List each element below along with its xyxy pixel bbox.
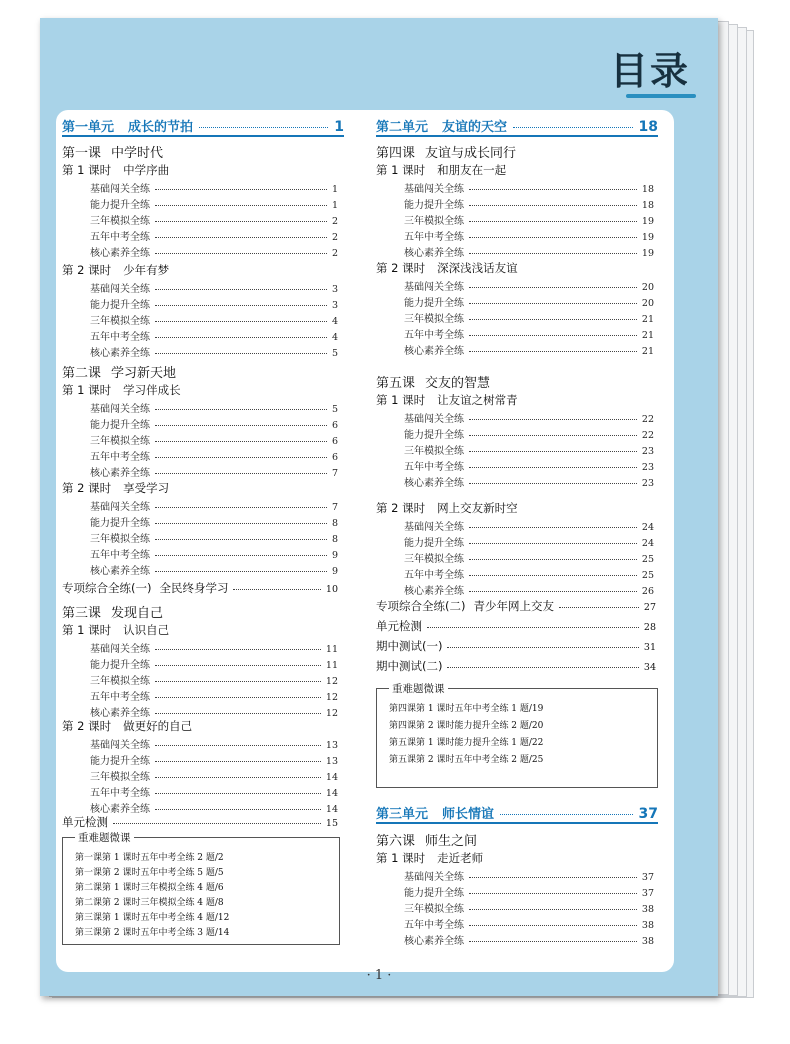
exercise-page: 3 bbox=[331, 284, 338, 295]
exercise-title: 核心素养全练 bbox=[90, 248, 150, 259]
exercise-page: 37 bbox=[641, 872, 654, 883]
lesson-3[interactable]: 第三课 发现自己 bbox=[62, 606, 164, 621]
page-number: · 1 · bbox=[366, 968, 392, 983]
exercise-title: 能力提升全练 bbox=[404, 430, 464, 441]
exercise-entry[interactable] bbox=[90, 312, 338, 327]
unit-underline bbox=[376, 822, 658, 824]
exercise-page: 24 bbox=[641, 538, 654, 549]
exercise-title: 核心素养全练 bbox=[404, 248, 464, 259]
exercise-title: 核心素养全练 bbox=[90, 708, 150, 719]
exercise-title: 三年模拟全练 bbox=[404, 314, 464, 325]
exercise-title: 基础闯关全练 bbox=[404, 282, 464, 293]
exercise-title: 核心素养全练 bbox=[404, 586, 464, 597]
exercise-title: 能力提升全练 bbox=[90, 518, 150, 529]
exercise-title: 能力提升全练 bbox=[90, 300, 150, 311]
exercise-page: 22 bbox=[641, 414, 654, 425]
exercise-entry[interactable] bbox=[90, 432, 338, 447]
leader-dots bbox=[155, 507, 327, 508]
lesson-1-period-2[interactable]: 第 2 课时 少年有梦 bbox=[62, 263, 170, 277]
exercise-page: 14 bbox=[325, 772, 338, 783]
leader-dots bbox=[469, 543, 637, 544]
exercise-entry[interactable] bbox=[404, 212, 654, 227]
leader-dots bbox=[155, 425, 327, 426]
exercise-page: 11 bbox=[325, 644, 338, 655]
exercise-entry[interactable] bbox=[90, 464, 338, 479]
toc-title: 目录 bbox=[609, 49, 690, 93]
exercise-title: 能力提升全练 bbox=[404, 200, 464, 211]
lesson-4-period-1[interactable]: 第 1 课时 和朋友在一起 bbox=[376, 163, 507, 177]
exercise-title: 基础闯关全练 bbox=[90, 502, 150, 513]
leader-dots bbox=[155, 777, 321, 778]
lesson-2[interactable]: 第二课 学习新天地 bbox=[62, 366, 177, 381]
exercise-entry[interactable] bbox=[404, 566, 654, 581]
exercise-page: 1 bbox=[331, 184, 338, 195]
exercise-title: 三年模拟全练 bbox=[90, 436, 150, 447]
lesson-1-period-1[interactable]: 第 1 课时 中学序曲 bbox=[62, 163, 170, 177]
lesson-1[interactable]: 第一课 中学时代 bbox=[62, 146, 164, 161]
exercise-title: 三年模拟全练 bbox=[90, 534, 150, 545]
leader-dots bbox=[469, 559, 637, 560]
exercise-entry[interactable] bbox=[90, 704, 338, 719]
exercise-title: 核心素养全练 bbox=[90, 468, 150, 479]
leader-dots bbox=[155, 523, 327, 524]
exercise-entry[interactable] bbox=[90, 546, 338, 561]
leader-dots bbox=[469, 483, 637, 484]
exercise-page: 26 bbox=[641, 586, 654, 597]
exercise-page: 23 bbox=[641, 478, 654, 489]
leader-dots bbox=[155, 555, 327, 556]
micro-lesson-box-1 bbox=[62, 832, 340, 945]
exercise-page: 1 bbox=[331, 200, 338, 211]
leader-dots bbox=[155, 237, 327, 238]
exercise-page: 23 bbox=[641, 446, 654, 457]
exercise-entry[interactable] bbox=[404, 474, 654, 489]
exercise-entry[interactable] bbox=[404, 550, 654, 565]
exercise-page: 3 bbox=[331, 300, 338, 311]
micro-lesson-title: 重难题微课 bbox=[75, 830, 134, 845]
micro-lesson-line[interactable]: 第五课第 2 课时五年中考全练 2 题/25 bbox=[389, 755, 544, 765]
leader-dots bbox=[155, 353, 327, 354]
exercise-title: 三年模拟全练 bbox=[404, 446, 464, 457]
exercise-title: 三年模拟全练 bbox=[90, 316, 150, 327]
exercise-title: 能力提升全练 bbox=[90, 420, 150, 431]
exercise-title: 五年中考全练 bbox=[90, 692, 150, 703]
exercise-page: 23 bbox=[641, 462, 654, 473]
leader-dots bbox=[469, 575, 637, 576]
exercise-entry[interactable] bbox=[90, 688, 338, 703]
leader-dots bbox=[155, 253, 327, 254]
exercise-title: 基础闯关全练 bbox=[404, 522, 464, 533]
lesson-2-period-2[interactable]: 第 2 课时 享受学习 bbox=[62, 481, 170, 495]
exercise-page: 38 bbox=[641, 920, 654, 931]
exercise-page: 38 bbox=[641, 936, 654, 947]
exercise-entry[interactable] bbox=[90, 416, 338, 431]
exercise-page: 14 bbox=[325, 804, 338, 815]
exercise-entry[interactable] bbox=[404, 884, 654, 899]
exercise-title: 核心素养全练 bbox=[90, 566, 150, 577]
exercise-entry[interactable] bbox=[90, 514, 338, 529]
exercise-entry[interactable] bbox=[404, 458, 654, 473]
exercise-page: 22 bbox=[641, 430, 654, 441]
exercise-page: 25 bbox=[641, 554, 654, 565]
exercise-title: 核心素养全练 bbox=[404, 346, 464, 357]
exercise-page: 2 bbox=[331, 216, 338, 227]
exercise-page: 13 bbox=[325, 756, 338, 767]
exercise-page: 20 bbox=[641, 298, 654, 309]
leader-dots bbox=[155, 221, 327, 222]
exercise-entry[interactable] bbox=[404, 342, 654, 357]
unit-label: 第一单元 bbox=[62, 120, 115, 135]
exercise-title: 五年中考全练 bbox=[404, 462, 464, 473]
exercise-entry[interactable] bbox=[90, 562, 338, 577]
exercise-entry[interactable] bbox=[90, 196, 338, 211]
title-underline bbox=[626, 94, 696, 98]
exercise-entry[interactable] bbox=[90, 752, 338, 767]
exercise-entry[interactable] bbox=[404, 868, 654, 883]
leader-dots bbox=[155, 745, 321, 746]
exercise-page: 25 bbox=[641, 570, 654, 581]
leader-dots bbox=[155, 337, 327, 338]
exercise-title: 五年中考全练 bbox=[90, 788, 150, 799]
exercise-entry[interactable] bbox=[404, 410, 654, 425]
unit-page: 1 bbox=[334, 119, 344, 135]
leader-dots bbox=[155, 761, 321, 762]
exercise-title: 三年模拟全练 bbox=[404, 904, 464, 915]
special-practice-1[interactable]: 专项综合全练(一) 全民终身学习 10 bbox=[62, 581, 338, 595]
exercise-title: 能力提升全练 bbox=[90, 756, 150, 767]
exercise-page: 18 bbox=[641, 200, 654, 211]
exercise-title: 五年中考全练 bbox=[404, 232, 464, 243]
exercise-page: 5 bbox=[331, 348, 338, 359]
lesson-5[interactable]: 第五课 交友的智慧 bbox=[376, 376, 491, 391]
exercise-title: 三年模拟全练 bbox=[90, 676, 150, 687]
micro-lesson-line[interactable]: 第二课第 2 课时三年模拟全练 4 题/8 bbox=[75, 898, 224, 908]
leader-dots bbox=[155, 571, 327, 572]
unit-underline bbox=[62, 135, 344, 137]
exercise-entry[interactable] bbox=[90, 212, 338, 227]
special-practice-2[interactable]: 专项综合全练(二) 青少年网上交友 27 bbox=[376, 599, 656, 613]
exercise-page: 2 bbox=[331, 232, 338, 243]
exercise-page: 6 bbox=[331, 436, 338, 447]
leader-dots bbox=[469, 287, 637, 288]
leader-dots bbox=[469, 451, 637, 452]
exercise-title: 核心素养全练 bbox=[404, 936, 464, 947]
exercise-entry[interactable] bbox=[90, 672, 338, 687]
micro-lesson-box-2: 重难题微课 第四课第 1 课时五年中考全练 1 题/19 第四课第 2 课时能力提升全练 2 题/20 第五课第 1 课时能力提升全练 1 题/22 第五课第 2 课时五年中考全练 2 题/25 bbox=[376, 688, 658, 788]
exercise-title: 五年中考全练 bbox=[90, 452, 150, 463]
exercise-entry[interactable] bbox=[404, 196, 654, 211]
exercise-title: 能力提升全练 bbox=[404, 888, 464, 899]
exercise-entry[interactable] bbox=[404, 582, 654, 597]
leader-dots bbox=[469, 527, 637, 528]
exercise-entry[interactable] bbox=[90, 530, 338, 545]
exercise-page: 24 bbox=[641, 522, 654, 533]
leader-dots bbox=[155, 713, 321, 714]
leader-dots bbox=[155, 189, 327, 190]
exercise-entry[interactable] bbox=[90, 280, 338, 295]
exercise-title: 基础闯关全练 bbox=[90, 284, 150, 295]
toc-page bbox=[56, 110, 674, 972]
exercise-entry[interactable] bbox=[90, 228, 338, 243]
exercise-entry[interactable] bbox=[404, 326, 654, 341]
unit-underline bbox=[376, 135, 658, 137]
exercise-entry[interactable] bbox=[404, 294, 654, 309]
leader-dots bbox=[469, 435, 637, 436]
leader-dots bbox=[469, 221, 637, 222]
leader-dots bbox=[155, 409, 327, 410]
exercise-page: 19 bbox=[641, 232, 654, 243]
exercise-page: 11 bbox=[325, 660, 338, 671]
exercise-title: 核心素养全练 bbox=[90, 348, 150, 359]
exercise-page: 7 bbox=[331, 502, 338, 513]
exercise-title: 基础闯关全练 bbox=[90, 184, 150, 195]
unit-name: 成长的节拍 bbox=[128, 120, 194, 135]
exercise-page: 6 bbox=[331, 420, 338, 431]
leader-dots bbox=[469, 419, 637, 420]
leader-dots bbox=[469, 303, 637, 304]
leader-dots bbox=[469, 189, 637, 190]
exercise-page: 21 bbox=[641, 346, 654, 357]
exercise-entry[interactable] bbox=[90, 296, 338, 311]
exercise-title: 五年中考全练 bbox=[404, 920, 464, 931]
leader-dots bbox=[469, 319, 637, 320]
exercise-title: 基础闯关全练 bbox=[90, 644, 150, 655]
exercise-entry[interactable] bbox=[404, 310, 654, 325]
lesson-4-period-2[interactable]: 第 2 课时 深深浅浅话友谊 bbox=[376, 261, 518, 275]
micro-lesson-line[interactable]: 第三课第 1 课时五年中考全练 4 题/12 bbox=[75, 913, 230, 923]
exercise-page: 9 bbox=[331, 550, 338, 561]
exercise-entry[interactable] bbox=[404, 244, 654, 259]
micro-lesson-line[interactable]: 第四课第 1 课时五年中考全练 1 题/19 bbox=[389, 704, 544, 714]
leader-dots bbox=[469, 253, 637, 254]
exercise-title: 能力提升全练 bbox=[404, 298, 464, 309]
exercise-entry[interactable] bbox=[404, 518, 654, 533]
micro-lesson-line[interactable]: 第三课第 2 课时五年中考全练 3 题/14 bbox=[75, 928, 230, 938]
exercise-entry[interactable] bbox=[404, 916, 654, 931]
unit-2-heading[interactable]: 第二单元 友谊的天空 18 bbox=[376, 119, 658, 135]
exercise-title: 基础闯关全练 bbox=[90, 404, 150, 415]
unit-1-heading[interactable] bbox=[62, 116, 344, 135]
exercise-page: 5 bbox=[331, 404, 338, 415]
exercise-title: 五年中考全练 bbox=[90, 550, 150, 561]
micro-lesson-line[interactable]: 第一课第 2 课时五年中考全练 5 题/5 bbox=[75, 868, 224, 878]
unit-3-heading[interactable]: 第三单元 师长情谊 37 bbox=[376, 806, 658, 822]
exercise-title: 能力提升全练 bbox=[90, 660, 150, 671]
exercise-page: 12 bbox=[325, 676, 338, 687]
exercise-entry[interactable] bbox=[90, 784, 338, 799]
micro-lesson-line[interactable]: 第一课第 1 课时五年中考全练 2 题/2 bbox=[75, 853, 224, 863]
leader-dots bbox=[469, 893, 637, 894]
leader-dots bbox=[155, 441, 327, 442]
exercise-title: 五年中考全练 bbox=[404, 330, 464, 341]
leader-dots bbox=[469, 909, 637, 910]
exercise-title: 基础闯关全练 bbox=[404, 414, 464, 425]
exercise-entry[interactable] bbox=[90, 768, 338, 783]
exercise-page: 8 bbox=[331, 534, 338, 545]
exercise-title: 三年模拟全练 bbox=[90, 772, 150, 783]
exercise-entry[interactable] bbox=[90, 640, 338, 655]
exercise-entry[interactable] bbox=[404, 442, 654, 457]
leader-dots bbox=[199, 127, 328, 128]
exercise-page: 4 bbox=[331, 316, 338, 327]
micro-lesson-line[interactable]: 第四课第 2 课时能力提升全练 2 题/20 bbox=[389, 721, 544, 731]
exercise-entry[interactable] bbox=[404, 228, 654, 243]
exercise-entry[interactable] bbox=[90, 448, 338, 463]
exercise-entry[interactable] bbox=[404, 278, 654, 293]
leader-dots bbox=[469, 351, 637, 352]
lesson-6[interactable]: 第六课 师生之间 bbox=[376, 834, 478, 849]
leader-dots bbox=[469, 591, 637, 592]
exercise-title: 核心素养全练 bbox=[404, 478, 464, 489]
micro-lesson-line[interactable]: 第二课第 1 课时三年模拟全练 4 题/6 bbox=[75, 883, 224, 893]
leader-dots bbox=[155, 649, 321, 650]
lesson-3-period-1[interactable]: 第 1 课时 认识自己 bbox=[62, 623, 170, 637]
exercise-title: 五年中考全练 bbox=[90, 332, 150, 343]
leader-dots bbox=[155, 457, 327, 458]
lesson-3-period-2[interactable]: 第 2 课时 做更好的自己 bbox=[62, 719, 193, 733]
exercise-page: 13 bbox=[325, 740, 338, 751]
exercise-entry[interactable] bbox=[90, 498, 338, 513]
leader-dots bbox=[469, 877, 637, 878]
leader-dots bbox=[155, 539, 327, 540]
exercise-page: 4 bbox=[331, 332, 338, 343]
leader-dots bbox=[155, 697, 321, 698]
exercise-title: 五年中考全练 bbox=[404, 570, 464, 581]
leader-dots bbox=[155, 681, 321, 682]
exercise-page: 8 bbox=[331, 518, 338, 529]
exercise-entry[interactable] bbox=[404, 534, 654, 549]
exercise-page: 14 bbox=[325, 788, 338, 799]
exercise-title: 能力提升全练 bbox=[404, 538, 464, 549]
exercise-page: 38 bbox=[641, 904, 654, 915]
exercise-page: 2 bbox=[331, 248, 338, 259]
leader-dots bbox=[155, 321, 327, 322]
unit-1-test[interactable]: 单元检测 15 bbox=[62, 815, 338, 829]
exercise-entry[interactable] bbox=[90, 244, 338, 259]
exercise-page: 12 bbox=[325, 692, 338, 703]
leader-dots bbox=[155, 793, 321, 794]
leader-dots bbox=[155, 305, 327, 306]
leader-dots bbox=[155, 473, 327, 474]
leader-dots bbox=[155, 665, 321, 666]
exercise-entry[interactable] bbox=[90, 328, 338, 343]
exercise-title: 能力提升全练 bbox=[90, 200, 150, 211]
lesson-5-period-2[interactable]: 第 2 课时 网上交友新时空 bbox=[376, 501, 518, 515]
exercise-title: 基础闯关全练 bbox=[404, 184, 464, 195]
leader-dots bbox=[155, 809, 321, 810]
exercise-page: 19 bbox=[641, 248, 654, 259]
exercise-entry[interactable] bbox=[404, 932, 654, 947]
book-cover bbox=[40, 18, 718, 996]
exercise-page: 37 bbox=[641, 888, 654, 899]
exercise-page: 18 bbox=[641, 184, 654, 195]
exercise-entry[interactable] bbox=[404, 426, 654, 441]
exercise-entry[interactable] bbox=[90, 656, 338, 671]
exercise-page: 6 bbox=[331, 452, 338, 463]
unit-2-test[interactable]: 单元检测 28 bbox=[376, 619, 656, 633]
exercise-title: 五年中考全练 bbox=[90, 232, 150, 243]
micro-lesson-line[interactable]: 第五课第 1 课时能力提升全练 1 题/22 bbox=[389, 738, 544, 748]
leader-dots bbox=[469, 467, 637, 468]
leader-dots bbox=[469, 237, 637, 238]
exercise-page: 21 bbox=[641, 314, 654, 325]
exercise-title: 三年模拟全练 bbox=[90, 216, 150, 227]
exercise-entry[interactable] bbox=[90, 180, 338, 195]
leader-dots bbox=[469, 335, 637, 336]
lesson-6-period-1[interactable]: 第 1 课时 走近老师 bbox=[376, 851, 484, 865]
exercise-title: 核心素养全练 bbox=[90, 804, 150, 815]
exercise-page: 21 bbox=[641, 330, 654, 341]
exercise-entry[interactable] bbox=[90, 736, 338, 751]
exercise-title: 基础闯关全练 bbox=[90, 740, 150, 751]
exercise-entry[interactable] bbox=[404, 900, 654, 915]
midterm-test-1[interactable]: 期中测试(一) 31 bbox=[376, 639, 656, 653]
leader-dots bbox=[469, 205, 637, 206]
midterm-test-2[interactable]: 期中测试(二) 34 bbox=[376, 659, 656, 673]
exercise-title: 三年模拟全练 bbox=[404, 216, 464, 227]
exercise-page: 20 bbox=[641, 282, 654, 293]
exercise-page: 12 bbox=[325, 708, 338, 719]
leader-dots bbox=[469, 925, 637, 926]
exercise-page: 19 bbox=[641, 216, 654, 227]
lesson-2-period-1[interactable]: 第 1 课时 学习伴成长 bbox=[62, 383, 181, 397]
exercise-title: 基础闯关全练 bbox=[404, 872, 464, 883]
leader-dots bbox=[155, 205, 327, 206]
exercise-entry[interactable] bbox=[90, 344, 338, 359]
exercise-entry[interactable] bbox=[90, 400, 338, 415]
lesson-4[interactable]: 第四课 友谊与成长同行 bbox=[376, 146, 517, 161]
exercise-title: 三年模拟全练 bbox=[404, 554, 464, 565]
exercise-page: 7 bbox=[331, 468, 338, 479]
lesson-5-period-1[interactable]: 第 1 课时 让友谊之树常青 bbox=[376, 393, 518, 407]
exercise-page: 9 bbox=[331, 566, 338, 577]
exercise-entry[interactable] bbox=[404, 180, 654, 195]
exercise-entry[interactable] bbox=[90, 800, 338, 815]
leader-dots bbox=[155, 289, 327, 290]
leader-dots bbox=[469, 941, 637, 942]
